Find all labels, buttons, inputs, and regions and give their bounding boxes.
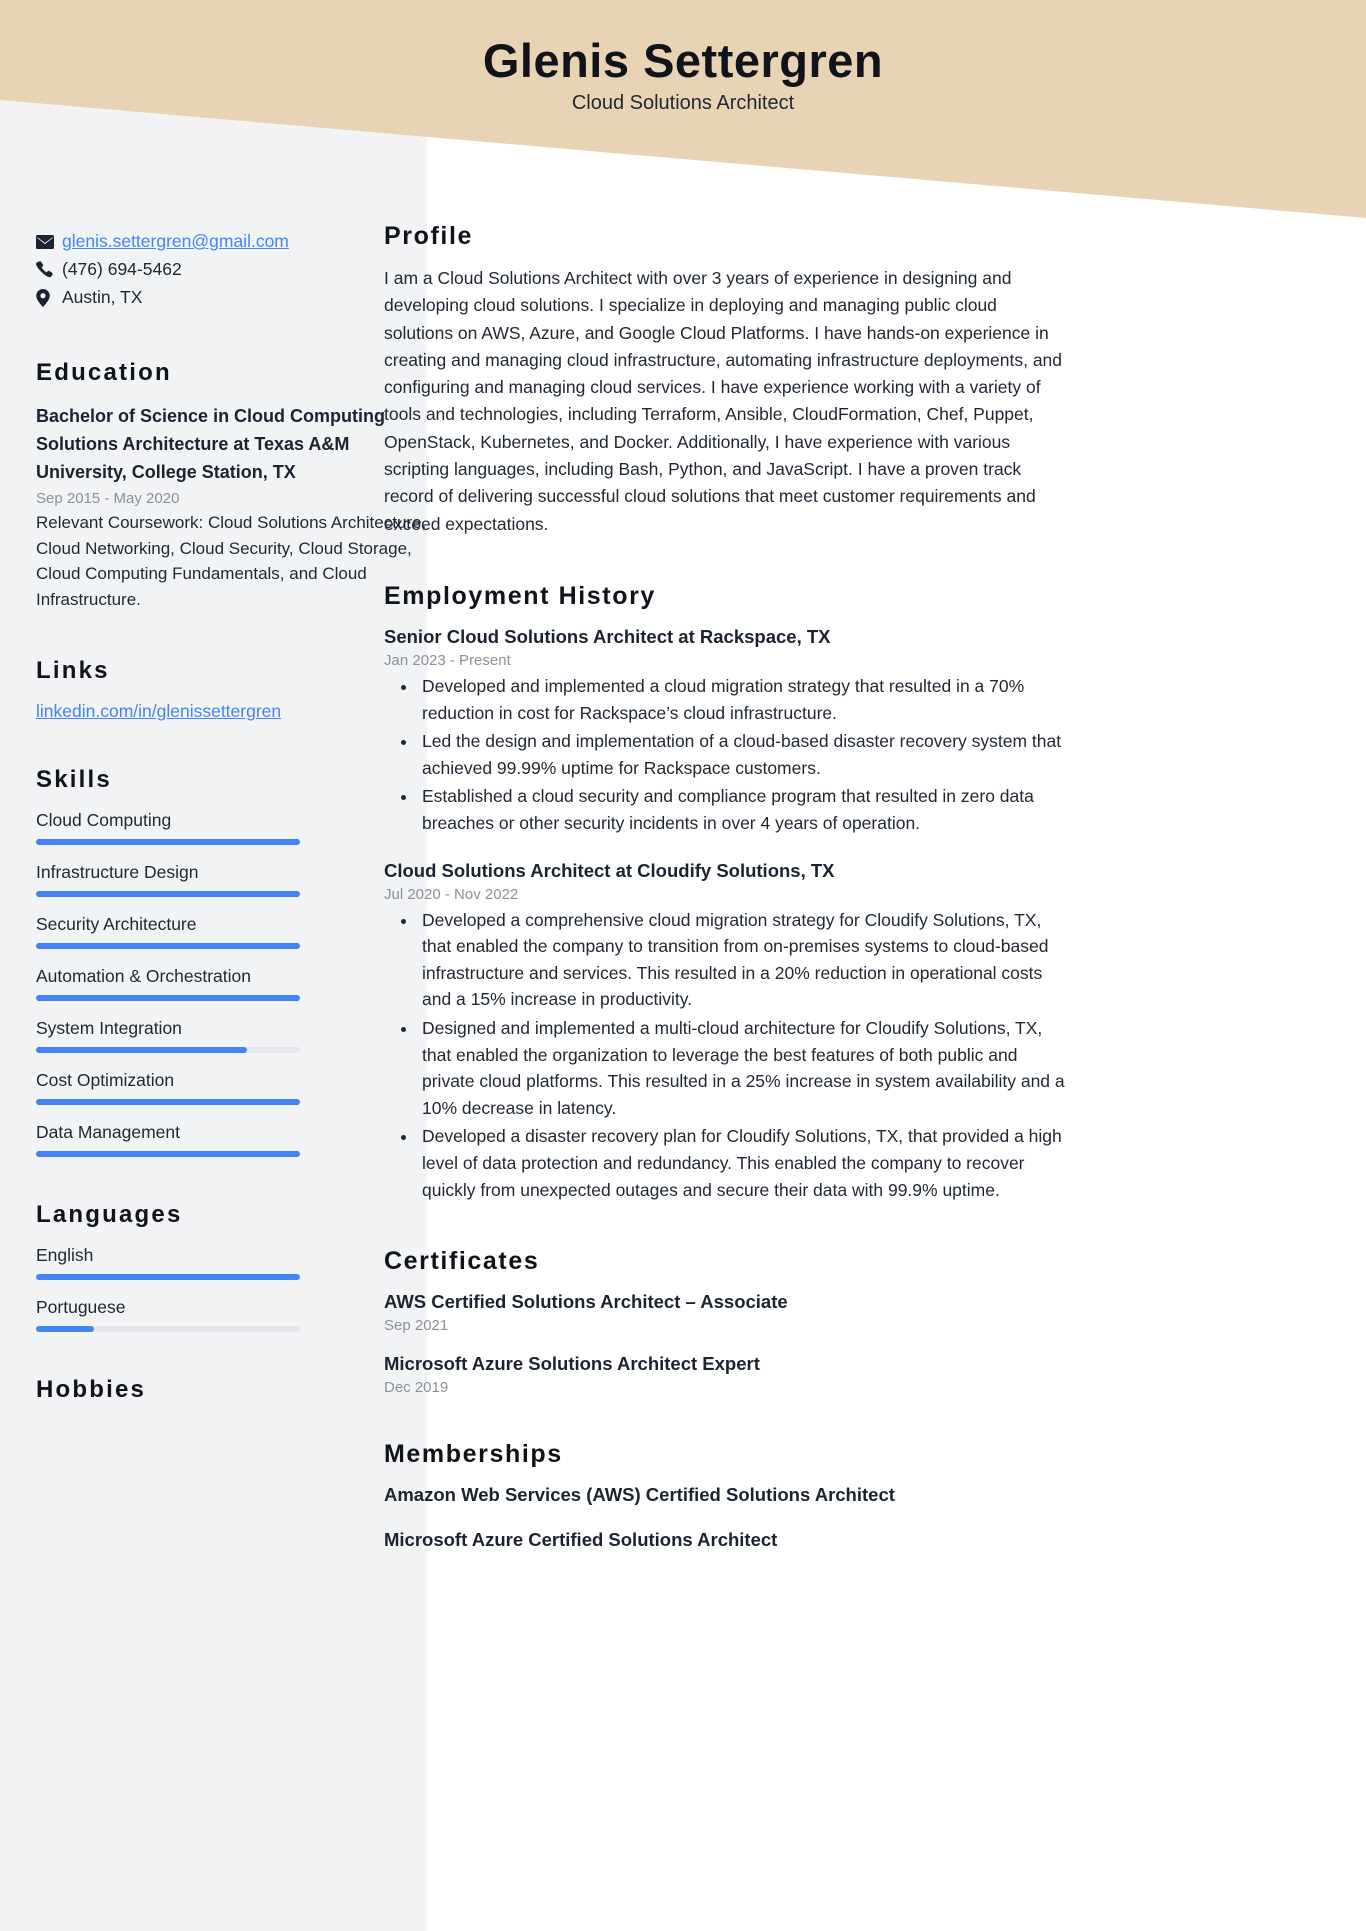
skill-label: Cost Optimization (36, 1069, 175, 1090)
memberships-heading: Memberships (384, 1440, 563, 1469)
certificate-entry (384, 1290, 1066, 1334)
skill-label: System Integration (36, 1017, 182, 1038)
membership-item: Microsoft Azure Certified Solutions Architect (384, 1529, 778, 1551)
education-heading: Education (36, 359, 172, 386)
skills-heading: Skills (36, 765, 112, 793)
language-label: Portuguese (36, 1296, 126, 1317)
language-bar-fill (36, 1274, 300, 1280)
job-entry (384, 625, 1066, 837)
job-entry (384, 859, 1066, 1204)
skill-bar-fill (36, 995, 300, 1001)
contact-phone-text: (476) 694-5462 (62, 259, 182, 279)
job-dates: Jan 2023 - Present (384, 652, 511, 670)
skill-bar-fill (36, 1047, 247, 1053)
job-bullet: • Led the design and implementation of a cloud-based disaster recovery system that achieved 99.99% uptime for Rackspace customers. (418, 728, 1066, 781)
hobbies-heading: Hobbies (36, 1375, 147, 1403)
job-title: Senior Cloud Solutions Architect at Rackspace, TX (384, 625, 831, 647)
skill-bar-fill (36, 943, 300, 949)
skill-bar-track (36, 943, 300, 949)
job-bullet: • Established a cloud security and compliance program that resulted in zero data breaches or other security incidents in over 4 years of operation. (418, 783, 1066, 836)
email-link[interactable]: glenis.settergren@gmail.com (62, 231, 289, 251)
certificate-date: Dec 2019 (384, 1379, 449, 1397)
skill-bar-track (36, 995, 300, 1001)
job-bullet-list (384, 673, 1066, 837)
language-label: English (36, 1244, 94, 1265)
profile-section (384, 222, 1066, 538)
links-heading: Links (36, 656, 110, 684)
certificate-title: Microsoft Azure Solutions Architect Expert (384, 1353, 760, 1375)
languages-heading: Languages (36, 1200, 183, 1228)
job-bullet: • Developed a disaster recovery plan for Cloudify Solutions, TX, that provided a high level of data protection and redundancy. This enabled the company to recover quickly from unexpected outages and secure their data with 99.9% uptime. (418, 1123, 1066, 1203)
certificates-section (384, 1247, 1066, 1396)
skill-bar-fill (36, 839, 300, 845)
education-degree: Bachelor of Science in Cloud Computing Solutions Architecture at Texas A&M University, College Station, TX (36, 406, 386, 482)
skill-label: Cloud Computing (36, 809, 172, 830)
job-bullet: • Designed and implemented a multi-cloud architecture for Cloudify Solutions, TX, that enabled the organization to leverage the best features of both public and private cloud platforms. This resulted in a 25% increase in system availability and a 10% decrease in latency. (418, 1015, 1066, 1121)
skill-bar-fill (36, 891, 300, 897)
jobs-list (384, 625, 1066, 1203)
skill-bar-track (36, 1099, 300, 1105)
skill-bar-fill (36, 1099, 300, 1105)
skill-bar-track (36, 1151, 300, 1157)
profile-heading: Profile (384, 222, 473, 250)
job-bullet: • Developed and implemented a cloud migration strategy that resulted in a 70% reduction in cost for Rackspace’s cloud infrastructure. (418, 673, 1066, 726)
profile-text: I am a Cloud Solutions Architect with over 3 years of experience in designing and developing cloud solutions. I specialize in deploying and managing public cloud solutions on AWS, Azure, and Google Cloud Platforms. I have hands-on experience in creating and managing cloud infrastructure, automating infrastructure deployments, and configuring and managing cloud services. I have experience working with a variety of tools and technologies, including Terraform, Ansible, CloudFormation, Chef, Puppet, OpenStack, Kubernetes, and Docker. Additionally, I have experience with various scripting languages, including Bash, Python, and JavaScript. I have a proven track record of delivering successful cloud solutions that meet customer requirements and exceed expectations. (384, 268, 1063, 534)
certificates-list (384, 1290, 1066, 1396)
employment-section (384, 582, 1066, 1203)
skill-bar-track (36, 839, 300, 845)
certificates-heading: Certificates (384, 1247, 540, 1276)
memberships-section (384, 1440, 1066, 1552)
linkedin-link[interactable]: linkedin.com/in/glenissettergren (36, 700, 282, 721)
employment-heading: Employment History (384, 581, 656, 610)
language-bar-fill (36, 1326, 94, 1332)
candidate-name: Glenis Settergren (482, 34, 884, 87)
membership-item: Amazon Web Services (AWS) Certified Solutions Architect (384, 1484, 895, 1506)
certificate-title: AWS Certified Solutions Architect – Associate (384, 1291, 788, 1313)
candidate-job-title: Cloud Solutions Architect (571, 92, 795, 114)
certificate-entry (384, 1352, 1066, 1396)
job-title: Cloud Solutions Architect at Cloudify Solutions, TX (384, 859, 835, 881)
job-bullet-list (384, 907, 1066, 1204)
language-bar-track (36, 1326, 300, 1332)
job-dates: Jul 2020 - Nov 2022 (384, 885, 519, 903)
certificate-date: Sep 2021 (384, 1317, 449, 1335)
education-dates: Sep 2015 - May 2020 (36, 489, 180, 507)
skill-label: Automation & Orchestration (36, 965, 251, 986)
education-description: Relevant Coursework: Cloud Solutions Architecture, Cloud Networking, Cloud Security, Cloud Storage, Cloud Computing Fundamentals, and Cloud Infrastructure. (36, 512, 427, 610)
job-bullet: • Developed a comprehensive cloud migration strategy for Cloudify Solutions, TX, that enabled the company to transition from on-premises systems to cloud-based infrastructure and services. This resulted in a 20% reduction in operational costs and a 15% increase in productivity. (418, 907, 1066, 1013)
language-bar-track (36, 1274, 300, 1280)
memberships-list (384, 1483, 1066, 1552)
skill-label: Security Architecture (36, 913, 197, 934)
contact-location-text: Austin, TX (62, 287, 143, 307)
skill-bar-track (36, 1047, 300, 1053)
skill-bar-fill (36, 1151, 300, 1157)
skill-label: Data Management (36, 1121, 180, 1142)
skill-bar-track (36, 891, 300, 897)
skill-label: Infrastructure Design (36, 861, 199, 882)
